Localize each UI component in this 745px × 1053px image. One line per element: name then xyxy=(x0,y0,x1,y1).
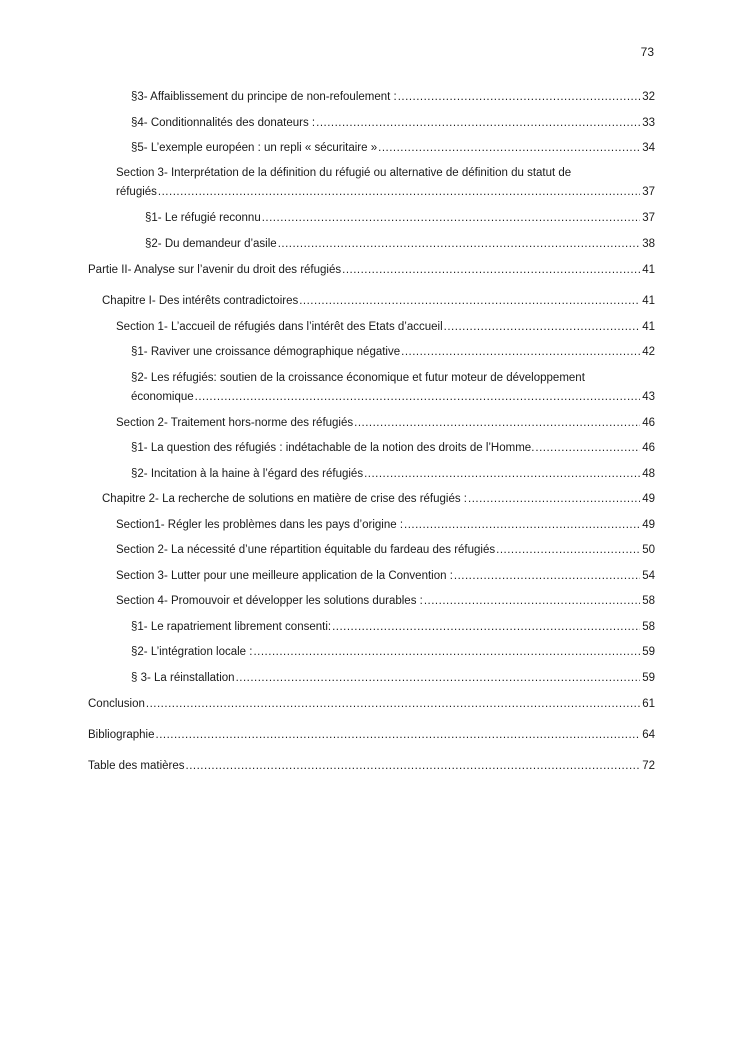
toc-entry[interactable] xyxy=(88,645,655,659)
toc-entry-title: §3- Affaiblissement du principe de non-refoulement : xyxy=(131,91,397,103)
leader-dots xyxy=(156,728,641,742)
toc-entry-title: Section 3- Lutter pour une meilleure application de la Convention : xyxy=(116,570,453,582)
toc-entry[interactable] xyxy=(88,492,655,506)
toc-entry-title: Conclusion xyxy=(88,698,145,710)
leader-dots xyxy=(401,345,640,359)
leader-dots xyxy=(316,116,640,130)
toc-entry-title: Partie II- Analyse sur l’avenir du droit des réfugiés xyxy=(88,264,342,276)
toc-entry[interactable] xyxy=(88,697,655,711)
toc-entry-page: 59 xyxy=(642,672,655,684)
toc-entry-page: 32 xyxy=(642,91,655,103)
leader-dots xyxy=(364,467,640,481)
toc-entry-title: Table des matières xyxy=(88,760,185,772)
toc-entry[interactable] xyxy=(88,518,655,532)
toc-entry-page: 64 xyxy=(642,729,655,741)
leader-dots xyxy=(424,594,640,608)
toc-entry-page: 48 xyxy=(642,468,655,480)
toc-entry[interactable] xyxy=(88,728,655,742)
toc-entry-title: §2- L’intégration locale : xyxy=(131,646,253,658)
toc-entry[interactable] xyxy=(88,467,655,481)
toc-entry-page: 50 xyxy=(642,544,655,556)
toc-entry-page: 58 xyxy=(642,595,655,607)
toc-entry-page: 41 xyxy=(642,264,655,276)
toc-entry-title: Section 4- Promouvoir et développer les solutions durables : xyxy=(116,595,423,607)
toc-entry-page: 41 xyxy=(642,321,655,333)
toc-entry-title: Section 2- Traitement hors-norme des réfugiés xyxy=(116,417,354,429)
toc-entry[interactable] xyxy=(88,569,655,583)
toc-entry-title: Section1- Régler les problèmes dans les pays d’origine : xyxy=(116,519,404,531)
toc-entry[interactable] xyxy=(88,759,655,773)
toc-entry-title-continued: économique xyxy=(131,391,194,403)
toc-entry[interactable] xyxy=(88,620,655,634)
toc-entry-title: Section 1- L’accueil de réfugiés dans l’intérêt des Etats d’accueil xyxy=(116,321,443,333)
toc-entry[interactable] xyxy=(88,416,655,430)
toc-entry[interactable] xyxy=(88,345,655,359)
toc-entry[interactable] xyxy=(88,441,655,455)
toc-entry-title: §2- Les réfugiés: soutien de la croissance économique et futur moteur de développement xyxy=(131,372,585,384)
toc-entry[interactable] xyxy=(88,671,655,685)
toc-entry-page: 46 xyxy=(642,417,655,429)
leader-dots xyxy=(468,492,640,506)
leader-dots xyxy=(332,620,640,634)
toc-entry[interactable] xyxy=(88,237,655,251)
toc-entry-page: 49 xyxy=(642,493,655,505)
leader-dots xyxy=(342,263,640,277)
toc-entry-page: 37 xyxy=(642,186,655,198)
leader-dots xyxy=(378,141,640,155)
leader-dots xyxy=(398,90,640,104)
leader-dots xyxy=(299,294,640,308)
toc-entry-title: §2- Du demandeur d’asile xyxy=(145,238,277,250)
toc-entry-title: Chapitre I- Des intérêts contradictoires xyxy=(102,295,299,307)
leader-dots xyxy=(535,441,640,455)
toc-entry-title: §4- Conditionnalités des donateurs : xyxy=(131,117,316,129)
toc-entry[interactable] xyxy=(88,263,655,277)
toc-entry-title: Bibliographie xyxy=(88,729,155,741)
toc-entry-page: 61 xyxy=(642,698,655,710)
toc-entry-page: 41 xyxy=(642,295,655,307)
toc-entry[interactable] xyxy=(88,543,655,557)
toc-entry-page: 46 xyxy=(642,442,655,454)
toc-entry-title: §1- Raviver une croissance démographique négative xyxy=(131,346,401,358)
leader-dots xyxy=(278,237,641,251)
toc-entry[interactable] xyxy=(88,211,655,225)
leader-dots xyxy=(186,759,641,773)
toc-entry-title: §1- La question des réfugiés : indétachable de la notion des droits de l’Homme. xyxy=(131,442,535,454)
toc-entry-title: §5- L’exemple européen : un repli « sécuritaire » xyxy=(131,142,378,154)
leader-dots xyxy=(444,320,641,334)
toc-entry-title: §1- Le réfugié reconnu xyxy=(145,212,261,224)
toc-entry[interactable] xyxy=(88,371,655,404)
toc-entry[interactable] xyxy=(88,594,655,608)
toc-entry-page: 54 xyxy=(642,570,655,582)
leader-dots xyxy=(262,211,640,225)
toc-entry-title: Section 3- Interprétation de la définition du réfugié ou alternative de définition du statut de xyxy=(116,167,572,179)
toc-entry-title: § 3- La réinstallation xyxy=(131,672,235,684)
leader-dots xyxy=(146,697,640,711)
toc-entry-page: 59 xyxy=(642,646,655,658)
leader-dots xyxy=(404,518,640,532)
toc-entry-page: 43 xyxy=(642,391,655,403)
toc-entry-page: 33 xyxy=(642,117,655,129)
toc-entry-page: 38 xyxy=(642,238,655,250)
toc-entry-title: Chapitre 2- La recherche de solutions en matière de crise des réfugiés : xyxy=(102,493,468,505)
toc-entry-title-continued: réfugiés xyxy=(116,186,157,198)
toc-entry[interactable] xyxy=(88,294,655,308)
page-number: 73 xyxy=(640,45,654,59)
toc-entry[interactable] xyxy=(88,166,655,199)
toc-entry[interactable] xyxy=(88,90,655,104)
toc-entry-page: 58 xyxy=(642,621,655,633)
toc-entry-title: Section 2- La nécessité d’une répartition équitable du fardeau des réfugiés xyxy=(116,544,496,556)
toc-entry-title: §2- Incitation à la haine à l’égard des réfugiés xyxy=(131,468,364,480)
toc-entry[interactable] xyxy=(88,320,655,334)
leader-dots xyxy=(454,569,640,583)
toc-entry[interactable] xyxy=(88,141,655,155)
toc-entry[interactable] xyxy=(88,116,655,130)
toc-entry-page: 72 xyxy=(642,760,655,772)
leader-dots xyxy=(195,390,641,404)
toc-entry-title: §1- Le rapatriement librement consenti: xyxy=(131,621,332,633)
toc-entry-page: 37 xyxy=(642,212,655,224)
leader-dots xyxy=(158,185,640,199)
toc-entry-page: 49 xyxy=(642,519,655,531)
leader-dots xyxy=(354,416,640,430)
leader-dots xyxy=(253,645,640,659)
toc-entry-page: 42 xyxy=(642,346,655,358)
leader-dots xyxy=(496,543,640,557)
toc-entry-page: 34 xyxy=(642,142,655,154)
leader-dots xyxy=(236,671,641,685)
